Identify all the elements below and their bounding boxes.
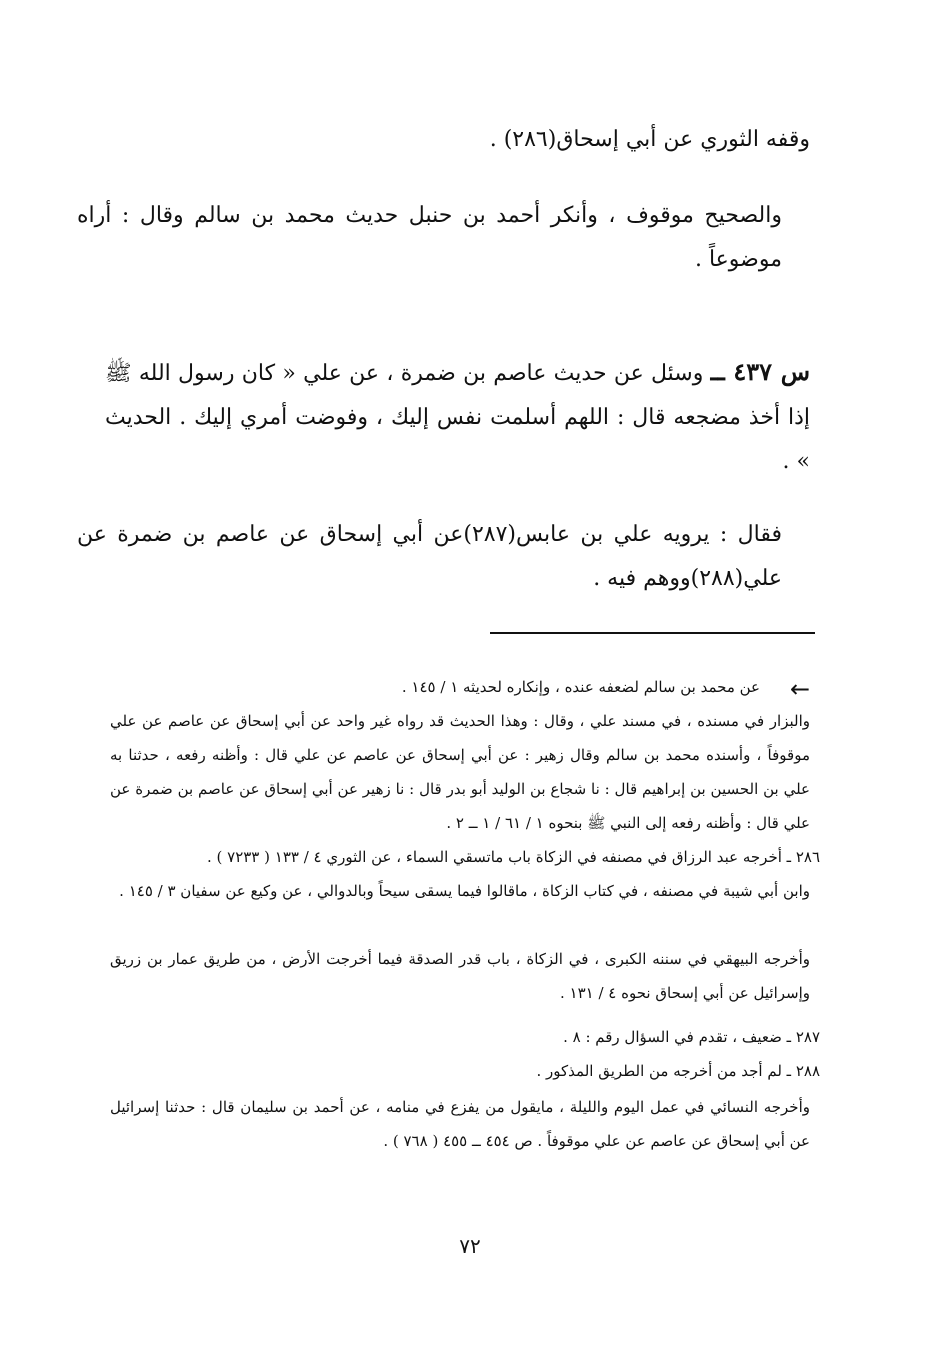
question-text: وسئل عن حديث عاصم بن ضمرة ، عن علي « كان رسول الله ﷺ إذا أخذ مضجعه قال : اللهم أسلمت نفس إليك ، وفوضت أمري إليك . الحديث » . bbox=[105, 361, 810, 474]
question-number: س ٤٣٧ ــ bbox=[710, 357, 810, 386]
footnote-288-line-1: ٢٨٨ ـ لم أجد من أخرجه من الطريق المذكور . bbox=[536, 1062, 820, 1080]
answer-paragraph: فقال : يرويه علي بن عابس(٢٨٧)عن أبي إسحاق عن عاصم بن ضمرة عن علي(٢٨٨)ووهم فيه . bbox=[77, 522, 782, 591]
footnote-286-line-2: وابن أبي شيبة في مصنفه ، في كتاب الزكاة ، ماقالوا فيما يسقى سيحاً وبالدوالي ، عن وكيع عن سفيان ٣ / ١٤٥ . bbox=[119, 882, 810, 900]
footnote-separator bbox=[490, 632, 815, 634]
continuation-arrow-icon: ← bbox=[790, 675, 811, 703]
footnote-286-line-3: وأخرجه البيهقي في سننه الكبرى ، في الزكاة ، باب قدر الصدقة فيما أخرجت الأرض ، من طريق عمار بن زريق وإسرائيل عن أبي إسحاق نحوه ٤ / ١٣١ . bbox=[110, 950, 810, 1002]
footnote-288-line-2: وأخرجه النسائي في عمل اليوم والليلة ، مايقول من يفزع في منامه ، عن أحمد بن سليمان قال : حدثنا إسرائيل عن أبي إسحاق عن عاصم عن علي موقوفاً . ص ٤٥٤ ــ ٤٥٥ ( ٧٦٨ ) . bbox=[110, 1098, 810, 1150]
footnote-continuation-2: والبزار في مسنده ، في مسند علي ، وقال : وهذا الحديث قد رواه غير واحد عن أبي إسحاق عن عاصم عن علي موقوفاً ، وأسنده محمد بن سالم وقال زهير : عن أبي إسحاق عن عاصم عن علي قال : وأظنه رفعه ، حدثنا به علي بن الحسين بن إبراهيم قال : نا شجاع بن الوليد أبو بدر قال : نا زهير عن أبي إسحاق عن عاصم بن ضمرة عن علي قال : وأظنه رفعه إلى النبي ﷺ بنحوه ١ / ٦١ / ١ ــ ٢ . bbox=[110, 712, 810, 832]
footnote-286-line-1: ٢٨٦ ـ أخرجه عبد الرزاق في مصنفه في الزكاة باب ماتسقي السماء ، عن الثوري ٤ / ١٣٣ ( ٧٢٣٣ ) . bbox=[206, 848, 820, 866]
footnote-continuation-1: عن محمد بن سالم لضعفه عنده ، وإنكاره لحديثه ١ / ١٤٥ . bbox=[401, 678, 760, 696]
question-paragraph bbox=[105, 350, 810, 484]
main-paragraph-1: وقفه الثوري عن أبي إسحاق(٢٨٦) . bbox=[489, 127, 810, 152]
page-number: ٧٢ bbox=[459, 1234, 481, 1258]
main-paragraph-2: والصحيح موقوف ، وأنكر أحمد بن حنبل حديث محمد بن سالم وقال : أراه موضوعاً . bbox=[77, 203, 782, 272]
footnote-287: ٢٨٧ ـ ضعيف ، تقدم في السؤال رقم : ٨ . bbox=[563, 1028, 820, 1046]
